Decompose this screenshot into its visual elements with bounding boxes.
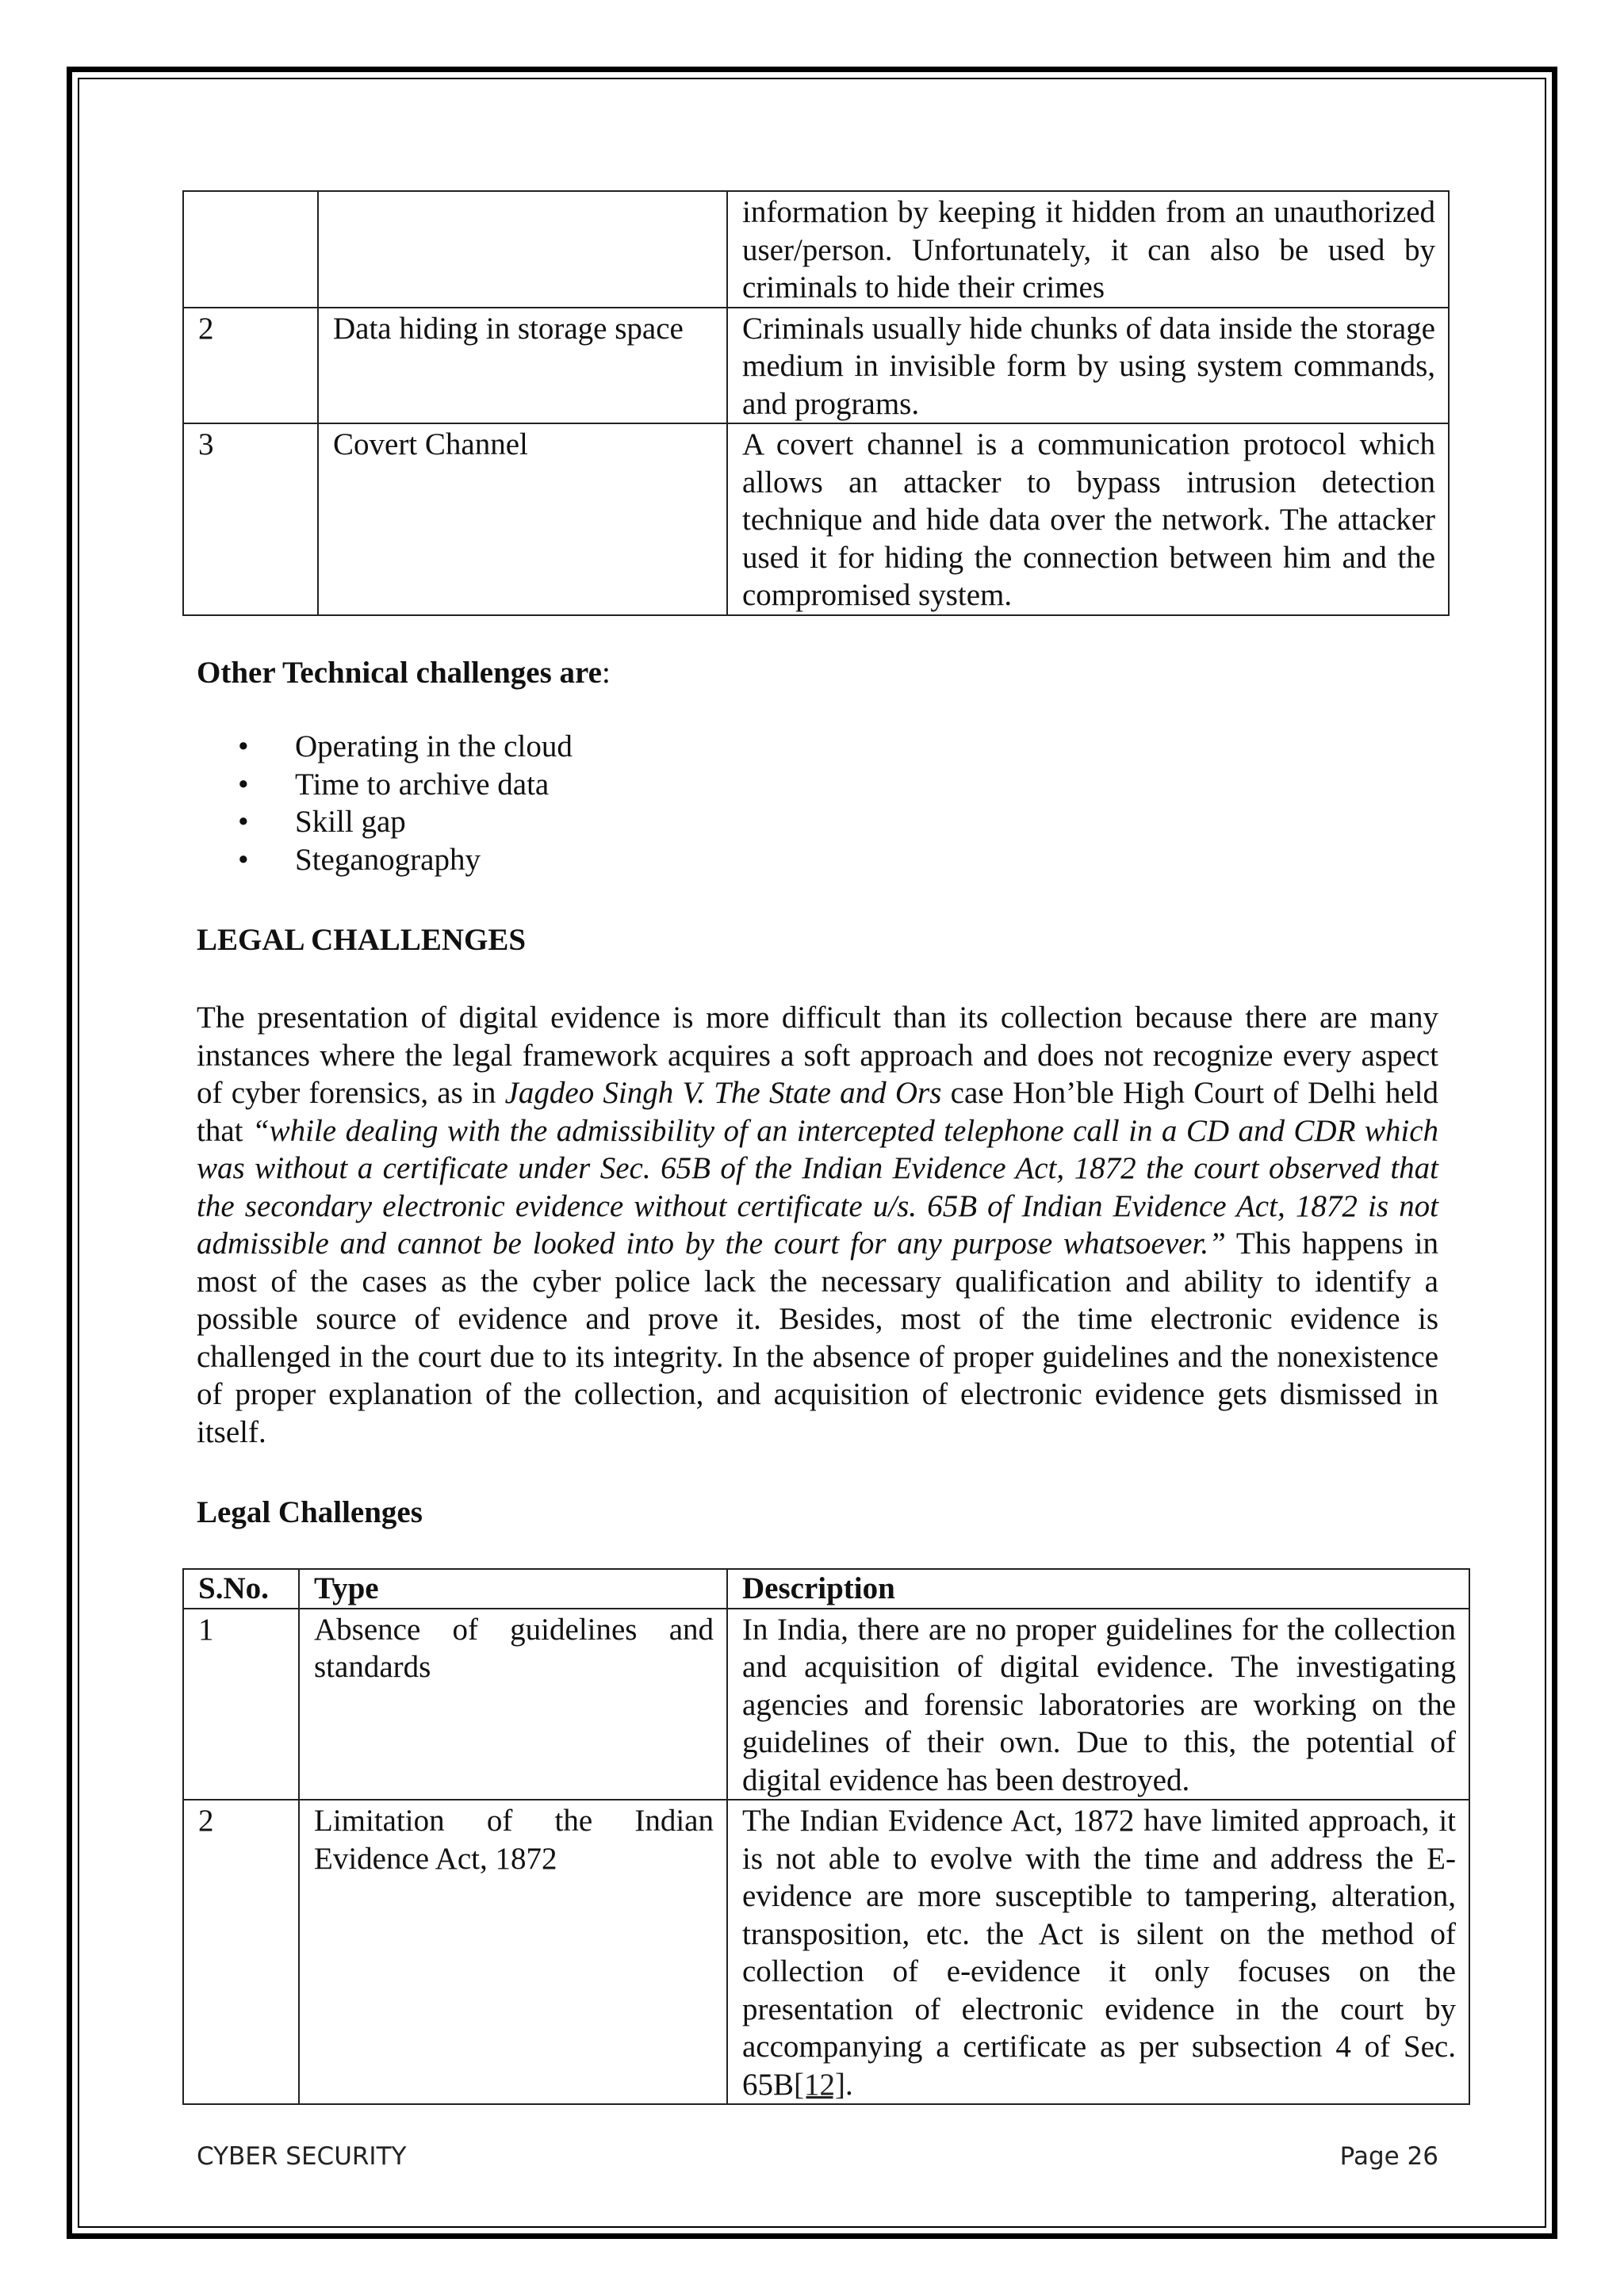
cell-type: Limitation of the Indian Evidence Act, 1872 bbox=[299, 1800, 727, 2104]
table-header-row bbox=[183, 1569, 1469, 1609]
table-row bbox=[183, 191, 1449, 308]
header-description: Description bbox=[727, 1569, 1469, 1609]
cell-description: A covert channel is a communication protocol which allows an attacker to bypass intrusion detection technique and hide data over the network. The attacker used it for hiding the connection between him and the compromised system. bbox=[727, 423, 1449, 615]
cell-sno bbox=[183, 191, 318, 308]
cell-type: Data hiding in storage space bbox=[318, 308, 727, 424]
cell-description: The Indian Evidence Act, 1872 have limited approach, it is not able to evolve with the time and address the E-evidence are more susceptible to tampering, alteration, transposition, etc. the Act is silent on the method of collection of e-evidence it only focuses on the presentation of electronic evidence in the court by accompanying a certificate as per subsection 4 of Sec. 65B[12]. bbox=[727, 1800, 1469, 2104]
reference-link[interactable]: [12] bbox=[794, 2067, 845, 2102]
court-quote: “while dealing with the admissibility of an intercepted telephone call in a CD and CDR which was without a certificate under Sec. 65B of the Indian Evidence Act, 1872 the court observed that the secondary electronic evidence without certificate u/s. 65B of Indian Evidence Act, 1872 is not admissible and cannot be looked into by the court for any purpose whatsoever.” bbox=[197, 1113, 1439, 1261]
list-item: • Time to archive data bbox=[238, 766, 573, 804]
cell-sno: 2 bbox=[183, 1800, 299, 2104]
legal-challenges-table bbox=[182, 1568, 1470, 2105]
cell-type: Absence of guidelines and standards bbox=[299, 1609, 727, 1800]
table-row bbox=[183, 423, 1449, 615]
table-row bbox=[183, 1609, 1469, 1800]
legal-table-caption: Legal Challenges bbox=[197, 1495, 423, 1529]
list-item: • Steganography bbox=[238, 841, 573, 879]
table-row bbox=[183, 1800, 1469, 2104]
footer-title: CYBER SECURITY bbox=[197, 2142, 407, 2171]
legal-challenges-heading: LEGAL CHALLENGES bbox=[197, 923, 527, 957]
cell-sno: 1 bbox=[183, 1609, 299, 1800]
cell-sno: 3 bbox=[183, 423, 318, 615]
cell-description: In India, there are no proper guidelines for the collection and acquisition of digital evidence. The investigating agencies and forensic laboratories are working on the guidelines of their own. Due to this, the potential of digital evidence has been destroyed. bbox=[727, 1609, 1469, 1800]
cell-description: information by keeping it hidden from an unauthorized user/person. Unfortunately, it can also be used by criminals to hide their crimes bbox=[727, 191, 1449, 308]
other-challenges-list bbox=[238, 728, 573, 878]
table-row bbox=[183, 308, 1449, 424]
cell-type bbox=[318, 191, 727, 308]
header-type: Type bbox=[299, 1569, 727, 1609]
list-item: • Operating in the cloud bbox=[238, 728, 573, 766]
case-name: Jagdeo Singh V. The State and Ors bbox=[504, 1076, 942, 1110]
other-challenges-heading: Other Technical challenges are: bbox=[197, 656, 611, 690]
legal-challenges-paragraph: The presentation of digital evidence is more difficult than its collection because there are many instances where the legal framework acquires a soft approach and does not recognize every aspect of cyber forensics, as in Jagdeo Singh V. The State and Ors case Hon’ble High Court of Delhi held that “while dealing with the admissibility of an intercepted telephone call in a CD and CDR which was without a certificate under Sec. 65B of the Indian Evidence Act, 1872 the court observed that the secondary electronic evidence without certificate u/s. 65B of Indian Evidence Act, 1872 is not admissible and cannot be looked into by the court for any purpose whatsoever.” This happens in most of the cases as the cyber police lack the necessary qualification and ability to identify a possible source of evidence and prove it. Besides, most of the time electronic evidence is challenged in the court due to its integrity. In the absence of proper guidelines and the nonexistence of proper explanation of the collection, and acquisition of electronic evidence gets dismissed in itself. bbox=[197, 1001, 1439, 1449]
cell-description: Criminals usually hide chunks of data inside the storage medium in invisible form by using system commands, and programs. bbox=[727, 308, 1449, 424]
cell-type: Covert Channel bbox=[318, 423, 727, 615]
page-number: Page 26 bbox=[1339, 2142, 1438, 2171]
list-item: • Skill gap bbox=[238, 803, 573, 841]
data-hiding-table bbox=[182, 190, 1450, 616]
cell-sno: 2 bbox=[183, 308, 318, 424]
header-sno: S.No. bbox=[183, 1569, 299, 1609]
